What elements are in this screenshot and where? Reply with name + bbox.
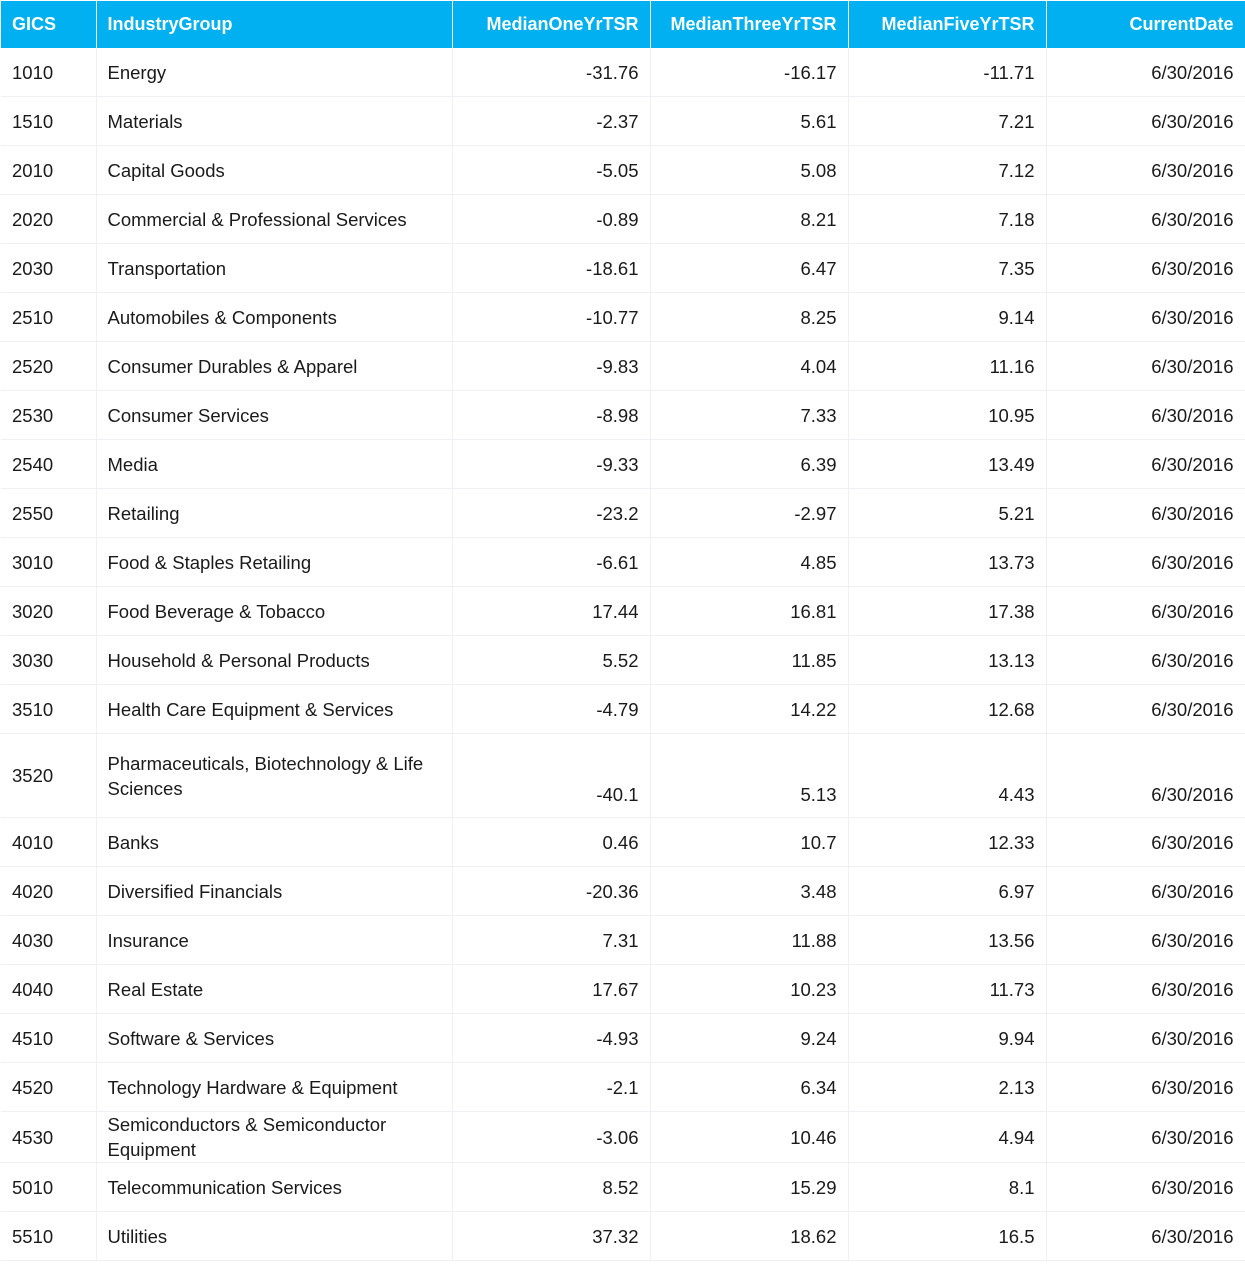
cell-median-five-yr-tsr: 6.97 bbox=[848, 867, 1046, 916]
cell-median-three-yr-tsr: 15.29 bbox=[650, 1163, 848, 1212]
cell-median-five-yr-tsr: 9.94 bbox=[848, 1014, 1046, 1063]
table-row bbox=[1, 818, 1245, 867]
cell-median-three-yr-tsr: 3.48 bbox=[650, 867, 848, 916]
table-row bbox=[1, 244, 1245, 293]
cell-industry-group: Retailing bbox=[96, 489, 452, 538]
cell-median-three-yr-tsr: 6.34 bbox=[650, 1063, 848, 1112]
cell-gics: 3020 bbox=[1, 587, 96, 636]
cell-current-date: 6/30/2016 bbox=[1046, 244, 1245, 293]
cell-current-date: 6/30/2016 bbox=[1046, 587, 1245, 636]
cell-industry-group: Materials bbox=[96, 97, 452, 146]
cell-industry-group: Food Beverage & Tobacco bbox=[96, 587, 452, 636]
table-row bbox=[1, 916, 1245, 965]
table-row bbox=[1, 1163, 1245, 1212]
cell-industry-group: Semiconductors & Semiconductor Equipment bbox=[96, 1112, 452, 1163]
cell-gics: 2510 bbox=[1, 293, 96, 342]
cell-gics: 3510 bbox=[1, 685, 96, 734]
cell-median-one-yr-tsr: -3.06 bbox=[452, 1112, 650, 1163]
cell-median-five-yr-tsr: 2.13 bbox=[848, 1063, 1046, 1112]
cell-median-three-yr-tsr: 16.81 bbox=[650, 587, 848, 636]
cell-current-date: 6/30/2016 bbox=[1046, 734, 1245, 818]
cell-industry-group: Diversified Financials bbox=[96, 867, 452, 916]
cell-median-five-yr-tsr: 11.16 bbox=[848, 342, 1046, 391]
table-row bbox=[1, 1063, 1245, 1112]
cell-current-date: 6/30/2016 bbox=[1046, 867, 1245, 916]
cell-median-five-yr-tsr: 7.18 bbox=[848, 195, 1046, 244]
table-row bbox=[1, 391, 1245, 440]
header-industry-group[interactable]: IndustryGroup bbox=[96, 1, 452, 48]
cell-median-one-yr-tsr: -23.2 bbox=[452, 489, 650, 538]
cell-median-one-yr-tsr: 5.52 bbox=[452, 636, 650, 685]
table-row bbox=[1, 97, 1245, 146]
cell-industry-group: Media bbox=[96, 440, 452, 489]
cell-industry-group: Insurance bbox=[96, 916, 452, 965]
table-row bbox=[1, 48, 1245, 97]
cell-median-three-yr-tsr: 10.46 bbox=[650, 1112, 848, 1163]
cell-industry-group: Banks bbox=[96, 818, 452, 867]
cell-current-date: 6/30/2016 bbox=[1046, 489, 1245, 538]
cell-current-date: 6/30/2016 bbox=[1046, 195, 1245, 244]
cell-gics: 5510 bbox=[1, 1212, 96, 1261]
cell-median-five-yr-tsr: 11.73 bbox=[848, 965, 1046, 1014]
cell-median-one-yr-tsr: -2.1 bbox=[452, 1063, 650, 1112]
cell-median-one-yr-tsr: -8.98 bbox=[452, 391, 650, 440]
cell-median-one-yr-tsr: 37.32 bbox=[452, 1212, 650, 1261]
cell-industry-group: Capital Goods bbox=[96, 146, 452, 195]
cell-gics: 4510 bbox=[1, 1014, 96, 1063]
cell-gics: 4530 bbox=[1, 1112, 96, 1163]
table-row bbox=[1, 440, 1245, 489]
cell-industry-group: Automobiles & Components bbox=[96, 293, 452, 342]
cell-median-one-yr-tsr: -9.83 bbox=[452, 342, 650, 391]
cell-industry-group: Energy bbox=[96, 48, 452, 97]
cell-median-three-yr-tsr: 5.08 bbox=[650, 146, 848, 195]
cell-median-one-yr-tsr: 0.46 bbox=[452, 818, 650, 867]
cell-industry-group: Real Estate bbox=[96, 965, 452, 1014]
cell-median-three-yr-tsr: 10.7 bbox=[650, 818, 848, 867]
cell-median-three-yr-tsr: -16.17 bbox=[650, 48, 848, 97]
cell-industry-group: Consumer Services bbox=[96, 391, 452, 440]
cell-median-three-yr-tsr: 9.24 bbox=[650, 1014, 848, 1063]
cell-median-three-yr-tsr: 4.04 bbox=[650, 342, 848, 391]
cell-median-one-yr-tsr: -0.89 bbox=[452, 195, 650, 244]
table-row bbox=[1, 587, 1245, 636]
cell-gics: 4010 bbox=[1, 818, 96, 867]
header-gics[interactable]: GICS bbox=[1, 1, 96, 48]
table-row bbox=[1, 636, 1245, 685]
cell-current-date: 6/30/2016 bbox=[1046, 965, 1245, 1014]
header-median-one-yr-tsr[interactable]: MedianOneYrTSR bbox=[452, 1, 650, 48]
cell-current-date: 6/30/2016 bbox=[1046, 97, 1245, 146]
data-table bbox=[1, 1, 1245, 1261]
cell-median-five-yr-tsr: 12.68 bbox=[848, 685, 1046, 734]
table-row bbox=[1, 734, 1245, 818]
cell-current-date: 6/30/2016 bbox=[1046, 293, 1245, 342]
table-row bbox=[1, 867, 1245, 916]
cell-industry-group: Commercial & Professional Services bbox=[96, 195, 452, 244]
table-row bbox=[1, 195, 1245, 244]
cell-gics: 3030 bbox=[1, 636, 96, 685]
table-row bbox=[1, 342, 1245, 391]
cell-median-three-yr-tsr: 4.85 bbox=[650, 538, 848, 587]
cell-gics: 1510 bbox=[1, 97, 96, 146]
cell-industry-group: Software & Services bbox=[96, 1014, 452, 1063]
cell-median-three-yr-tsr: 18.62 bbox=[650, 1212, 848, 1261]
cell-gics: 3010 bbox=[1, 538, 96, 587]
cell-industry-group: Technology Hardware & Equipment bbox=[96, 1063, 452, 1112]
header-median-three-yr-tsr[interactable]: MedianThreeYrTSR bbox=[650, 1, 848, 48]
cell-median-five-yr-tsr: 7.12 bbox=[848, 146, 1046, 195]
cell-gics: 2550 bbox=[1, 489, 96, 538]
table-row bbox=[1, 1112, 1245, 1163]
cell-median-three-yr-tsr: 6.39 bbox=[650, 440, 848, 489]
cell-median-one-yr-tsr: -10.77 bbox=[452, 293, 650, 342]
cell-industry-group: Household & Personal Products bbox=[96, 636, 452, 685]
cell-industry-group: Utilities bbox=[96, 1212, 452, 1261]
cell-industry-group: Transportation bbox=[96, 244, 452, 293]
table-row bbox=[1, 293, 1245, 342]
cell-median-one-yr-tsr: 7.31 bbox=[452, 916, 650, 965]
cell-median-five-yr-tsr: -11.71 bbox=[848, 48, 1046, 97]
header-current-date[interactable]: CurrentDate bbox=[1046, 1, 1245, 48]
cell-gics: 2010 bbox=[1, 146, 96, 195]
cell-current-date: 6/30/2016 bbox=[1046, 685, 1245, 734]
table-body bbox=[1, 48, 1245, 1261]
cell-current-date: 6/30/2016 bbox=[1046, 538, 1245, 587]
cell-median-three-yr-tsr: 8.25 bbox=[650, 293, 848, 342]
table-row bbox=[1, 1212, 1245, 1261]
cell-median-five-yr-tsr: 17.38 bbox=[848, 587, 1046, 636]
cell-current-date: 6/30/2016 bbox=[1046, 1063, 1245, 1112]
cell-median-three-yr-tsr: -2.97 bbox=[650, 489, 848, 538]
cell-current-date: 6/30/2016 bbox=[1046, 818, 1245, 867]
table-header bbox=[1, 1, 1245, 48]
cell-current-date: 6/30/2016 bbox=[1046, 48, 1245, 97]
cell-median-three-yr-tsr: 7.33 bbox=[650, 391, 848, 440]
header-row bbox=[1, 1, 1245, 48]
cell-median-one-yr-tsr: -6.61 bbox=[452, 538, 650, 587]
cell-current-date: 6/30/2016 bbox=[1046, 342, 1245, 391]
cell-median-one-yr-tsr: 17.67 bbox=[452, 965, 650, 1014]
cell-current-date: 6/30/2016 bbox=[1046, 1212, 1245, 1261]
cell-current-date: 6/30/2016 bbox=[1046, 440, 1245, 489]
cell-median-three-yr-tsr: 11.85 bbox=[650, 636, 848, 685]
cell-median-three-yr-tsr: 5.13 bbox=[650, 734, 848, 818]
cell-gics: 4030 bbox=[1, 916, 96, 965]
cell-median-one-yr-tsr: -4.93 bbox=[452, 1014, 650, 1063]
table-row bbox=[1, 538, 1245, 587]
cell-median-five-yr-tsr: 9.14 bbox=[848, 293, 1046, 342]
cell-median-one-yr-tsr: -4.79 bbox=[452, 685, 650, 734]
cell-median-five-yr-tsr: 5.21 bbox=[848, 489, 1046, 538]
cell-median-one-yr-tsr: 8.52 bbox=[452, 1163, 650, 1212]
cell-median-one-yr-tsr: 17.44 bbox=[452, 587, 650, 636]
cell-current-date: 6/30/2016 bbox=[1046, 636, 1245, 685]
cell-gics: 2520 bbox=[1, 342, 96, 391]
cell-median-three-yr-tsr: 6.47 bbox=[650, 244, 848, 293]
cell-gics: 2020 bbox=[1, 195, 96, 244]
cell-gics: 4020 bbox=[1, 867, 96, 916]
cell-current-date: 6/30/2016 bbox=[1046, 1112, 1245, 1163]
cell-median-three-yr-tsr: 11.88 bbox=[650, 916, 848, 965]
cell-gics: 5010 bbox=[1, 1163, 96, 1212]
cell-gics: 1010 bbox=[1, 48, 96, 97]
table-row bbox=[1, 965, 1245, 1014]
cell-median-five-yr-tsr: 4.43 bbox=[848, 734, 1046, 818]
cell-median-one-yr-tsr: -31.76 bbox=[452, 48, 650, 97]
cell-industry-group: Health Care Equipment & Services bbox=[96, 685, 452, 734]
cell-median-five-yr-tsr: 4.94 bbox=[848, 1112, 1046, 1163]
cell-median-one-yr-tsr: -20.36 bbox=[452, 867, 650, 916]
cell-median-three-yr-tsr: 14.22 bbox=[650, 685, 848, 734]
cell-median-five-yr-tsr: 12.33 bbox=[848, 818, 1046, 867]
cell-current-date: 6/30/2016 bbox=[1046, 391, 1245, 440]
table-row bbox=[1, 489, 1245, 538]
cell-current-date: 6/30/2016 bbox=[1046, 916, 1245, 965]
cell-median-one-yr-tsr: -2.37 bbox=[452, 97, 650, 146]
cell-median-one-yr-tsr: -5.05 bbox=[452, 146, 650, 195]
cell-current-date: 6/30/2016 bbox=[1046, 1163, 1245, 1212]
cell-gics: 2540 bbox=[1, 440, 96, 489]
cell-industry-group: Food & Staples Retailing bbox=[96, 538, 452, 587]
cell-median-five-yr-tsr: 13.13 bbox=[848, 636, 1046, 685]
cell-median-five-yr-tsr: 13.49 bbox=[848, 440, 1046, 489]
cell-median-five-yr-tsr: 13.56 bbox=[848, 916, 1046, 965]
cell-industry-group: Pharmaceuticals, Biotechnology & Life Sciences bbox=[96, 734, 452, 818]
cell-current-date: 6/30/2016 bbox=[1046, 146, 1245, 195]
cell-median-one-yr-tsr: -18.61 bbox=[452, 244, 650, 293]
cell-median-one-yr-tsr: -40.1 bbox=[452, 734, 650, 818]
cell-median-five-yr-tsr: 16.5 bbox=[848, 1212, 1046, 1261]
cell-median-three-yr-tsr: 10.23 bbox=[650, 965, 848, 1014]
cell-gics: 4040 bbox=[1, 965, 96, 1014]
cell-median-five-yr-tsr: 10.95 bbox=[848, 391, 1046, 440]
cell-gics: 2530 bbox=[1, 391, 96, 440]
cell-industry-group: Consumer Durables & Apparel bbox=[96, 342, 452, 391]
cell-median-five-yr-tsr: 8.1 bbox=[848, 1163, 1046, 1212]
header-median-five-yr-tsr[interactable]: MedianFiveYrTSR bbox=[848, 1, 1046, 48]
table-row bbox=[1, 146, 1245, 195]
cell-industry-group: Telecommunication Services bbox=[96, 1163, 452, 1212]
cell-gics: 4520 bbox=[1, 1063, 96, 1112]
cell-median-five-yr-tsr: 7.21 bbox=[848, 97, 1046, 146]
cell-gics: 2030 bbox=[1, 244, 96, 293]
cell-gics: 3520 bbox=[1, 734, 96, 818]
table-row bbox=[1, 685, 1245, 734]
cell-median-five-yr-tsr: 13.73 bbox=[848, 538, 1046, 587]
cell-median-three-yr-tsr: 8.21 bbox=[650, 195, 848, 244]
cell-median-one-yr-tsr: -9.33 bbox=[452, 440, 650, 489]
table-row bbox=[1, 1014, 1245, 1063]
cell-current-date: 6/30/2016 bbox=[1046, 1014, 1245, 1063]
cell-median-five-yr-tsr: 7.35 bbox=[848, 244, 1046, 293]
cell-median-three-yr-tsr: 5.61 bbox=[650, 97, 848, 146]
